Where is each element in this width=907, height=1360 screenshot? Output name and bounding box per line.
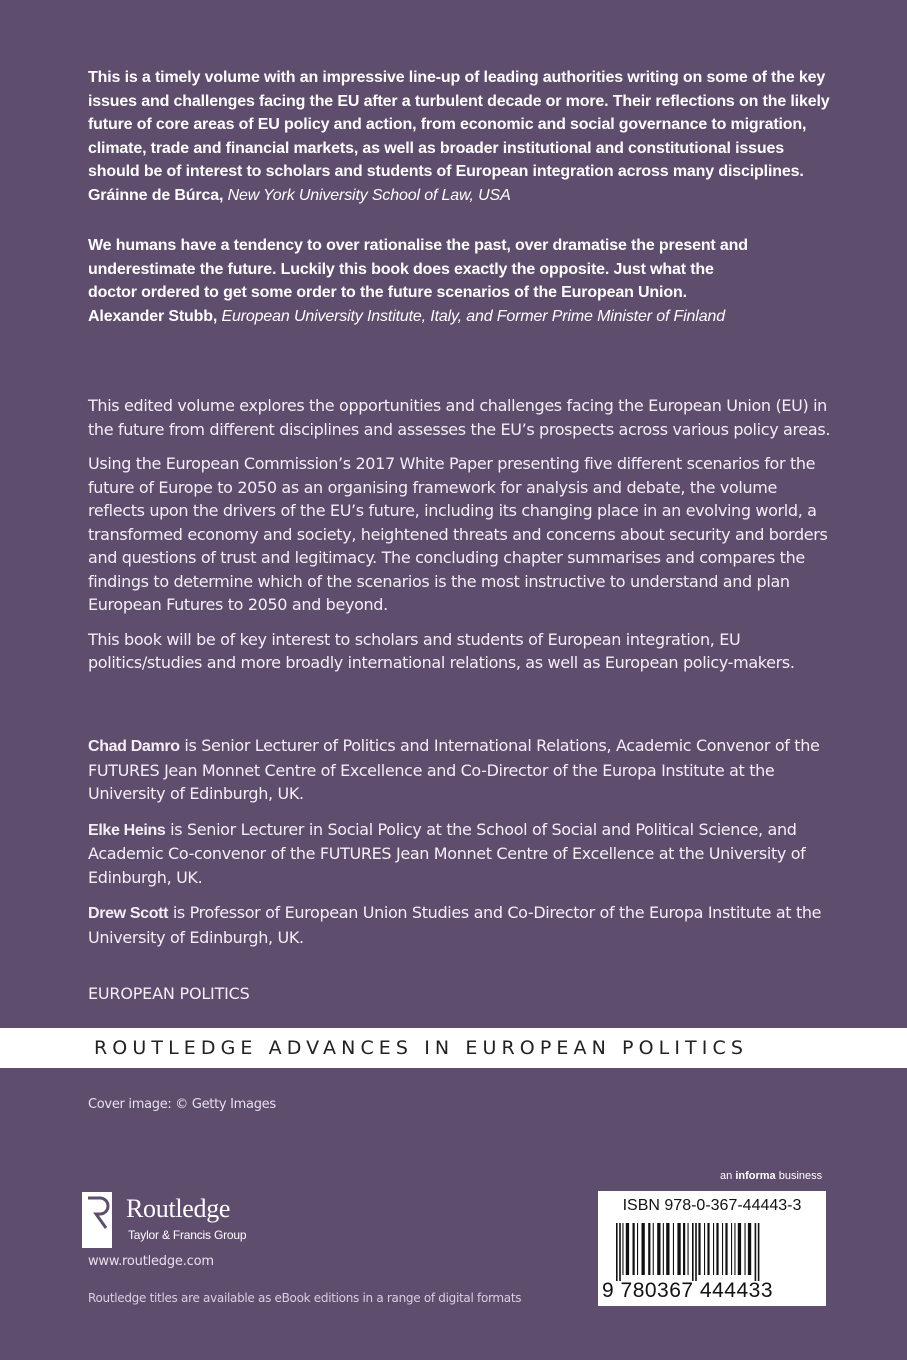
barcode-bar bbox=[707, 1223, 709, 1275]
barcode-bar bbox=[666, 1223, 669, 1275]
endorsement-1-attribution bbox=[88, 184, 833, 208]
cover-credit: Cover image: © Getty Images bbox=[88, 1097, 276, 1112]
barcode-bar bbox=[619, 1223, 621, 1281]
barcode-bar bbox=[692, 1223, 694, 1281]
barcode-bar bbox=[713, 1223, 714, 1275]
publisher-group: Taylor & Francis Group bbox=[128, 1228, 247, 1242]
barcode-bar bbox=[626, 1223, 629, 1275]
barcode-bar bbox=[642, 1223, 645, 1275]
endorsement-2-text: We humans have a tendency to over rationalise the past, over dramatise the present and underestimate the future. Luckily this book does exactly the opposite. Just what the doctor ordered to get some order to the future scenarios of the European Union. bbox=[88, 237, 748, 302]
description-paragraph-3: This book will be of key interest to scholars and students of European integration, EU politics/studies and more broadly international relations, as well as European policy-makers. bbox=[88, 629, 795, 672]
editor-1-bio: is Senior Lecturer of Politics and International Relations, Academic Convenor of the FUTURES Jean Monnet Centre of Excellence and Co-Director of the Europa Institute at the University of Edinburgh, UK. bbox=[88, 736, 820, 803]
barcode-bar bbox=[755, 1223, 757, 1281]
endorsement-1-text: This is a timely volume with an impressive line-up of leading authorities writing on some of the key issues and challenges facing the EU after a turbulent decade or more. Their reflections on the likely future of core areas of EU policy and action, from economic and social governance to migration, climate, trade and financial markets, as well as broader institutional and constitutional issues should be of interest to scholars and students of European integration across many disciplines. bbox=[88, 69, 830, 181]
barcode-bar bbox=[745, 1223, 746, 1275]
barcode-digits: 9 780367 444433 bbox=[602, 1279, 773, 1302]
barcode-bar bbox=[653, 1223, 654, 1275]
endorsement-2 bbox=[88, 234, 748, 328]
barcode-bar bbox=[657, 1223, 660, 1275]
endorsement-2-affiliation: European University Institute, Italy, and Former Prime Minister of Finland bbox=[221, 307, 725, 325]
editor-3-name: Drew Scott bbox=[88, 905, 169, 922]
barcode-bar bbox=[748, 1223, 751, 1275]
book-description bbox=[88, 394, 833, 686]
barcode-bar bbox=[716, 1223, 718, 1275]
description-paragraph-1: This edited volume explores the opportunities and challenges facing the European Union (EU) in the future from different disciplines and assesses the EU’s prospects across various policy areas. bbox=[88, 396, 831, 439]
barcode-bar bbox=[698, 1223, 700, 1275]
endorsement-1 bbox=[88, 66, 833, 208]
barcode-bar bbox=[734, 1223, 735, 1275]
logo-side-mark: ROUTLEDGE bbox=[59, 1140, 66, 1188]
barcode-bar bbox=[622, 1223, 623, 1275]
barcode-bar bbox=[637, 1223, 638, 1275]
barcode-bar bbox=[688, 1223, 689, 1275]
barcode-bar bbox=[648, 1223, 650, 1275]
isbn-label: ISBN 978-0-367-44443-3 bbox=[622, 1197, 802, 1214]
barcode-bar bbox=[704, 1223, 705, 1275]
editor-bio-1 bbox=[88, 734, 833, 806]
barcode-bar bbox=[731, 1223, 732, 1275]
editor-2-bio: is Senior Lecturer in Social Policy at the School of Social and Political Science, and Academic Co-convenor of the FUTURES Jean Monnet Centre of Excellence at the University of Edinburgh, UK. bbox=[88, 819, 806, 887]
informa-brand: informa bbox=[735, 1170, 776, 1182]
barcode-bar bbox=[663, 1223, 664, 1275]
description-paragraph-2: Using the European Commission’s 2017 White Paper presenting five different scenarios for the future of Europe to 2050 as an organising framework for analysis and debate, the volume reflects upon the drivers of the EU’s future, including its changing place in an evolving world, a transformed economy and society, heightened threats and concerns about security and borders and questions of trust and legitimacy. The concluding chapter summarises and compares the findings to determine which of the scenarios is the most instructive to understand and plan European Futures to 2050 and beyond. bbox=[88, 454, 828, 614]
endorsement-2-author: Alexander Stubb, bbox=[88, 307, 218, 325]
barcode-bars bbox=[616, 1223, 816, 1281]
informa-prefix: an bbox=[720, 1170, 733, 1182]
editor-1-name: Chad Damro bbox=[88, 738, 180, 755]
editor-bios bbox=[88, 734, 833, 961]
barcode-bar bbox=[683, 1223, 685, 1275]
barcode-bar bbox=[616, 1223, 618, 1281]
publisher-website[interactable]: www.routledge.com bbox=[88, 1254, 214, 1269]
editor-2-name: Elke Heins bbox=[88, 821, 166, 839]
subject-category: EUROPEAN POLITICS bbox=[88, 984, 250, 1003]
barcode-bar bbox=[673, 1223, 674, 1275]
editor-bio-3 bbox=[88, 901, 833, 949]
informa-business bbox=[720, 1170, 822, 1182]
barcode-bar bbox=[695, 1223, 697, 1281]
series-band bbox=[0, 1028, 907, 1068]
routledge-logo bbox=[59, 1140, 282, 1248]
endorsement-1-author: Gráinne de Búrca, bbox=[88, 186, 224, 204]
barcode-bar bbox=[725, 1223, 727, 1275]
endorsement-1-affiliation: New York University School of Law, USA bbox=[227, 186, 511, 204]
series-title: ROUTLEDGE ADVANCES IN EUROPEAN POLITICS bbox=[94, 1037, 748, 1059]
barcode-bar bbox=[633, 1223, 635, 1275]
barcode-box bbox=[598, 1191, 826, 1306]
barcode-bar bbox=[677, 1223, 680, 1275]
endorsement-2-attribution bbox=[88, 305, 748, 329]
ebook-note: Routledge titles are available as eBook editions in a range of digital formats bbox=[88, 1291, 522, 1305]
editor-3-bio: is Professor of European Union Studies and Co-Director of the Europa Institute at the University of Edinburgh, UK. bbox=[88, 903, 822, 947]
barcode-bar bbox=[738, 1223, 741, 1275]
editor-bio-2 bbox=[88, 818, 833, 890]
publisher-name: Routledge bbox=[126, 1194, 231, 1223]
barcode-bar bbox=[758, 1223, 760, 1281]
barcode-bar bbox=[722, 1223, 723, 1275]
informa-suffix: business bbox=[778, 1170, 823, 1182]
